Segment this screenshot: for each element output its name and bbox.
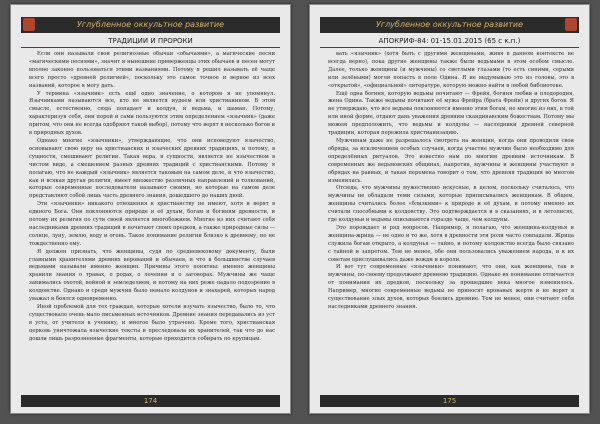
paragraph: У термина «язычник» есть ещё одно значение, о котором я не упомянул. Язычниками называются все, кто не является иудеем или христианином. В этом смысле, естественно, сюда попадает и колдун, и ведьма, и шаман. Потому, характеризуя себя, они порой и сами пользуются этим определением «язычник» (даже притом, что они не всегда одобряют такой выбор), потому что верят в несколько богов и в природных духов. <box>29 90 275 137</box>
left-page <box>10 4 291 414</box>
section-title: ТРАДИЦИИ И ПРОРОКИ <box>108 37 193 45</box>
paragraph: Я должен признать, что женщины, судя по средневековому документу, были главными хранителями древних верований и обычаев, и что в большинстве случаев ведьмами называли именно женщин. Причины этого понятны: именно женщины хранили знания о травах, о родах, о лечении и о заговорах. Мужчины же чаще занимались охотой, войной и земледелием, и потому на них реже падало подозрение в колдовстве. Однако и среди мужчин было немало колдунов и знахарей, которых народ уважал и боялся одновременно. <box>29 248 275 303</box>
footer-band <box>21 395 280 407</box>
paragraph: Это порождает и ряд вопросов. Например, я полагаю, что женщина-колдунья и женщина-жрица — не одно и то же, хотя в древности эти роли часто совпадали. Жрица служила богам открыто, а колдунья — тайно, и потому колдовство всегда было связано с тайной и запретом. Тем не менее, обе они пользовались уважением народа, и к их советам прислушивались даже вожди и короли. <box>328 224 574 263</box>
right-page <box>309 4 590 414</box>
paragraph: Мужчинам даже не разрешалось смотреть на женщин, когда они проводили свои обряды, за исключением особых случаев, когда участие мужчин было необходимо для определённых ритуалов. Это известно нам по многим древним источникам. В современных же ведьмовских общинах, напротив, мужчины и женщины участвуют в обрядах на равных, и такая перемена говорит о том, что древняя традиция во многом изменилась. <box>328 137 574 184</box>
header-band <box>21 17 280 33</box>
header-band <box>320 17 579 33</box>
page-number: 175 <box>442 397 457 405</box>
emblem-icon <box>23 18 35 31</box>
emblem-icon <box>565 18 577 31</box>
paragraph: И вот тут современные «язычники» понимают, что они, как женщины, так и мужчины, по-своему продолжают древнюю традицию. Однако их понимание отличается от понимания их предков, поскольку за прошедшие века многое изменилось. Например, многие современные ведьмы не приносят кровавых жертв и не верят в существование злых духов, которых боялись древние. Тем не менее, они считают себя наследниками древнего знания. <box>328 264 574 310</box>
running-header: Углубленное оккультное развитие <box>375 20 523 29</box>
body-text <box>328 51 574 389</box>
paragraph: Эти «язычники» никакого отношения к христианству не имеют, хотя и верят в единого Бога. Они поклоняются природе и её духам, богам и богиням древности, и потому их религия по сути своей является многобожием. Многие из них считают себя наследниками древних традиций и почитают своих предков, а также природные силы — солнце, луну, землю, воду и огонь. Такое понимание религии близко к древнему, но не тождественно ему. <box>29 201 275 247</box>
paragraph: Ещё одна богиня, которую ведьмы почитают — Фрейя, богиня любви и плодородия, жена Одина. Также ведьмы почитают её мужа Фрейра (брата Фрейи) и других богов. Я не утверждаю, что все ведьмы поклоняются именно этим богам, но многие из них, в той или иной форме, отдают дань уважения древним скандинавским божествам. Потому мы можем предположить, что ведьмы и колдуны — наследники древней северной традиции, которая пережила христианизацию. <box>328 90 574 137</box>
footer-band <box>320 395 579 407</box>
paragraph: Однако многие «язычники», утверждающие, что они исповедуют язычество, основывают свою веру на христианских и языческих древних традициях, и потому, в сущности, смешивают религии. Такая вера, в сущности, является не язычеством в чистом виде, а смешением разных древних традиций с христианскими. Потому я полагаю, что не каждый «язычник» является таковым на самом деле, и что язычество, как и всякая другая религия, имеет множество различных направлений и толкований, которые современные последователи называют своими, но которые на самом деле представляют собой лишь часть древнего знания, дошедшего до наших дней. <box>29 137 275 200</box>
body-text <box>29 51 275 389</box>
section-title: АПОКРИФ-84: 01-15.01.2015 (65 с к.п.) <box>378 37 521 45</box>
divider <box>21 47 280 48</box>
running-header: Углубленное оккультное развитие <box>76 20 224 29</box>
paragraph: вать «язычник» (хотя быть с другими женщинами, живя в данном контексте не всегда верно), пока другие женщины также были ведьмами в этом особом смысле. Далее, только женщины (и мужчины) со светлыми глазами (то есть синими, серыми или зелёными) могли попасть в поле Одина. Я не выдумываю это из головы, это в «открытой», «официальной» литературе, которую можно найти в любой библиотеке. <box>328 51 574 89</box>
paragraph: Отсюда, что мужчины мужественно искусные, в целом, поскольку считалось, что мужчины не обладали теми силами, которые приписывались женщинам. В общем, женщины считались более «близкими» к природе и её духам, и потому именно их считали способными к колдовству. Это подтверждается и в сказаниях, и в летописях, где колдуньи и ведьмы описываются гораздо чаще, чем колдуны. <box>328 185 574 224</box>
page-number: 174 <box>143 397 158 405</box>
paragraph: Если они называли свои религиозные обычаи «обычаями», а магические песни «магическими песнями», значит и нынешние приверженцы этих обычаев и песен могут вполне законно пользоваться этими названиями. Потому я решил называть её чаще всего просто «древней религией», поскольку это самое точное и верное из всех названий, которое я могу дать. <box>29 51 275 89</box>
divider <box>320 47 579 48</box>
paragraph: Иной проблемой для тех граждан, которые хотели изучать язычество, было то, что существовало очень мало письменных источников. Древние знания передавались из уст в уста, от учителя к ученику, и многое было утрачено. Кроме того, христианская церковь уничтожала языческие тексты и преследовала их хранителей, так что до нас дошли лишь разрозненные фрагменты, которые приходится собирать по крупицам. <box>29 304 275 342</box>
